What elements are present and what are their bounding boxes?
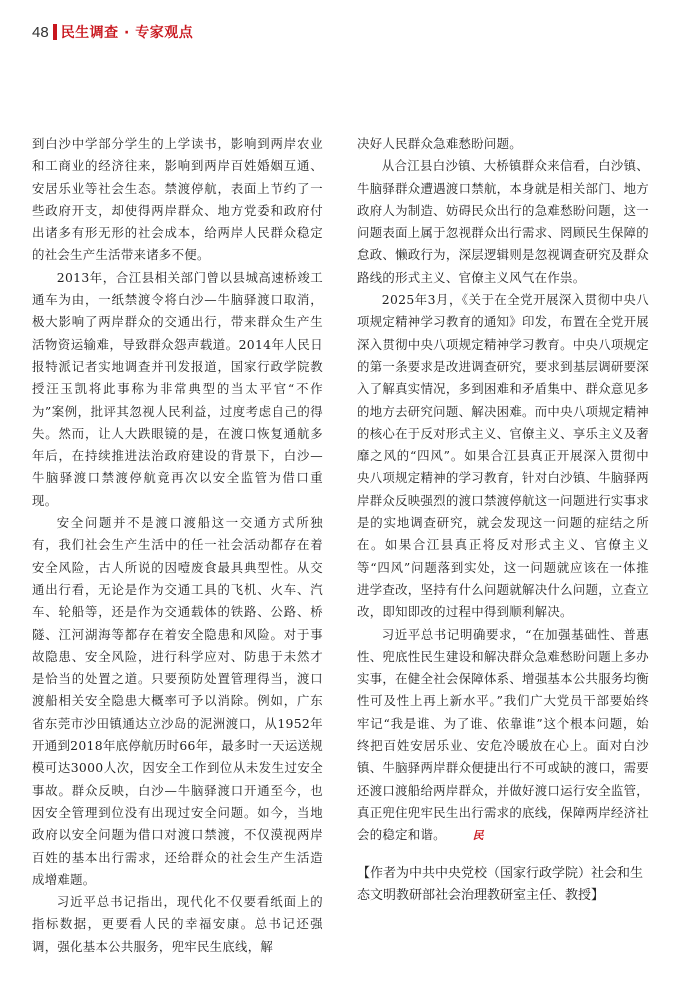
- end-mark-icon: 民: [472, 829, 484, 843]
- page-number: 48: [32, 23, 49, 41]
- closing-paragraph: [357, 624, 649, 848]
- paragraph: 2013年，合江县相关部门曾以县城高速桥竣工通车为由，一纸禁渡令将白沙—牛脑驿渡口取消，极大影响了两岸群众的交通出行，带来群众生产生活物资运输难，导致群众怨声载道。2014年人民日报特派记者实地调查并刊发报道，国家行政学院教授汪玉凯将此事称为非常典型的当太平官“不作为”案例，批评其忽视人民利益，过度考虑自己的得失。然而，让人大跌眼镜的是，在渡口恢复通航多年后，在持续推进法治政府建设的背景下，白沙—牛脑驿渡口禁渡停航竟再次以安全监管为借口重现。: [32, 269, 323, 508]
- paragraph: 到白沙中学部分学生的上学读书，影响到两岸农业和工商业的经济往来，影响到两岸百姓婚姻互通、安居乐业等社会生态。禁渡停航，表面上节约了一些政府开支，却使得两岸群众、地方党委和政府付出诸多有形无形的社会成本，给两岸人民群众稳定的社会生产生活带来诸多不便。: [32, 136, 323, 263]
- author-note: 【作者为中共中央党校（国家行政学院）社会和生态文明教研部社会治理教研室主任、教授】: [357, 866, 644, 903]
- paragraph: 2025年3月，《关于在全党开展深入贯彻中央八项规定精神学习教育的通知》印发，布置在全党开展深入贯彻中央八项规定精神学习教育。中央八项规定的第一条要求是改进调查研究，要求到基层调研要深入了解真实情况，多到困难和矛盾集中、群众意见多的地方去研究问题、解决困难。而中央八项规定精神的核心在于反对形式主义、官僚主义、享乐主义及奢靡之风的“四风”。如果合江县真正开展深入贯彻中央八项规定精神的学习教育，针对白沙镇、牛脑驿两岸群众反映强烈的渡口禁渡停航这一问题进行实事求是的实地调查研究，就会发现这一问题的症结之所在。如果合江县真正将反对形式主义、官僚主义等“四风”问题落到实处，这一问题就应该在一体推进学查改，坚持有什么问题就解决什么问题，立查立改，即知即改的过程中得到顺利解决。: [357, 292, 649, 620]
- left-column: [32, 133, 323, 958]
- paragraph: 决好人民群众急难愁盼问题。: [357, 136, 522, 151]
- right-column: [357, 133, 649, 848]
- page-header: [32, 22, 193, 42]
- paragraph: 习近平总书记指出，现代化不仅要看纸面上的指标数据，更要看人民的幸福安康。总书记还强调，强化基本公共服务，兜牢民生底线，解: [32, 894, 323, 954]
- paragraph: 安全问题并不是渡口渡船这一交通方式所独有，我们社会生产生活中的任一社会活动都存在着安全风险，古人所说的因噎废食最具典型性。从交通出行看，无论是作为交通工具的飞机、火车、汽车、轮船等，还是作为交通载体的铁路、公路、桥隧、江河湖海等都存在着安全隐患和风险。对于事故隐患、安全风险，进行科学应对、防患于未然才是恰当的处置之道。只要预防处置管理得当，渡口渡船相关安全隐患大概率可予以消除。例如，广东省东莞市沙田镇通达立沙岛的泥洲渡口，从1952年开通到2018年底停航历时66年，最多时一天运送规模可达3000人次，因安全工作到位从未发生过安全事故。群众反映，白沙—牛脑驿渡口开通至今，也因安全管理到位没有出现过安全问题。如今，当地政府以安全问题为借口对渡口禁渡，不仅漠视两岸百姓的基本出行需求，还给群众的社会生产生活造成增难题。: [32, 515, 323, 887]
- section-title: 民生调查 · 专家观点: [60, 25, 194, 41]
- section-accent-bar: [53, 24, 57, 40]
- closing-paragraph-text: 习近平总书记明确要求，“在加强基础性、普惠性、兜底性民生建设和解决群众急难愁盼问题上多办实事，在健全社会保障体系、增强基本公共服务均衡性可及性上再上新水平。”我们广大党员干部要始终牢记“我是谁、为了谁、依靠谁”这个根本问题，始终把百姓安居乐业、安危冷暖放在心上。面对白沙镇、牛脑驿两岸群众便捷出行不可或缺的渡口，需要还渡口渡船给两岸群众，并做好渡口运行安全监管，真正兜住兜牢民生出行需求的底线，保障两岸经济社会的稳定和谐。: [357, 626, 649, 843]
- paragraph: 从合江县白沙镇、大桥镇群众来信看，白沙镇、牛脑驿群众遭遇渡口禁航，本身就是相关部门、地方政府人为制造、妨碍民众出行的急难愁盼问题，这一问题表面上属于忽视群众出行需求、罔顾民生保障的怠政、懒政行为，深层逻辑则是忽视调查研究及群众路线的形式主义、官僚主义风气在作祟。: [357, 158, 649, 285]
